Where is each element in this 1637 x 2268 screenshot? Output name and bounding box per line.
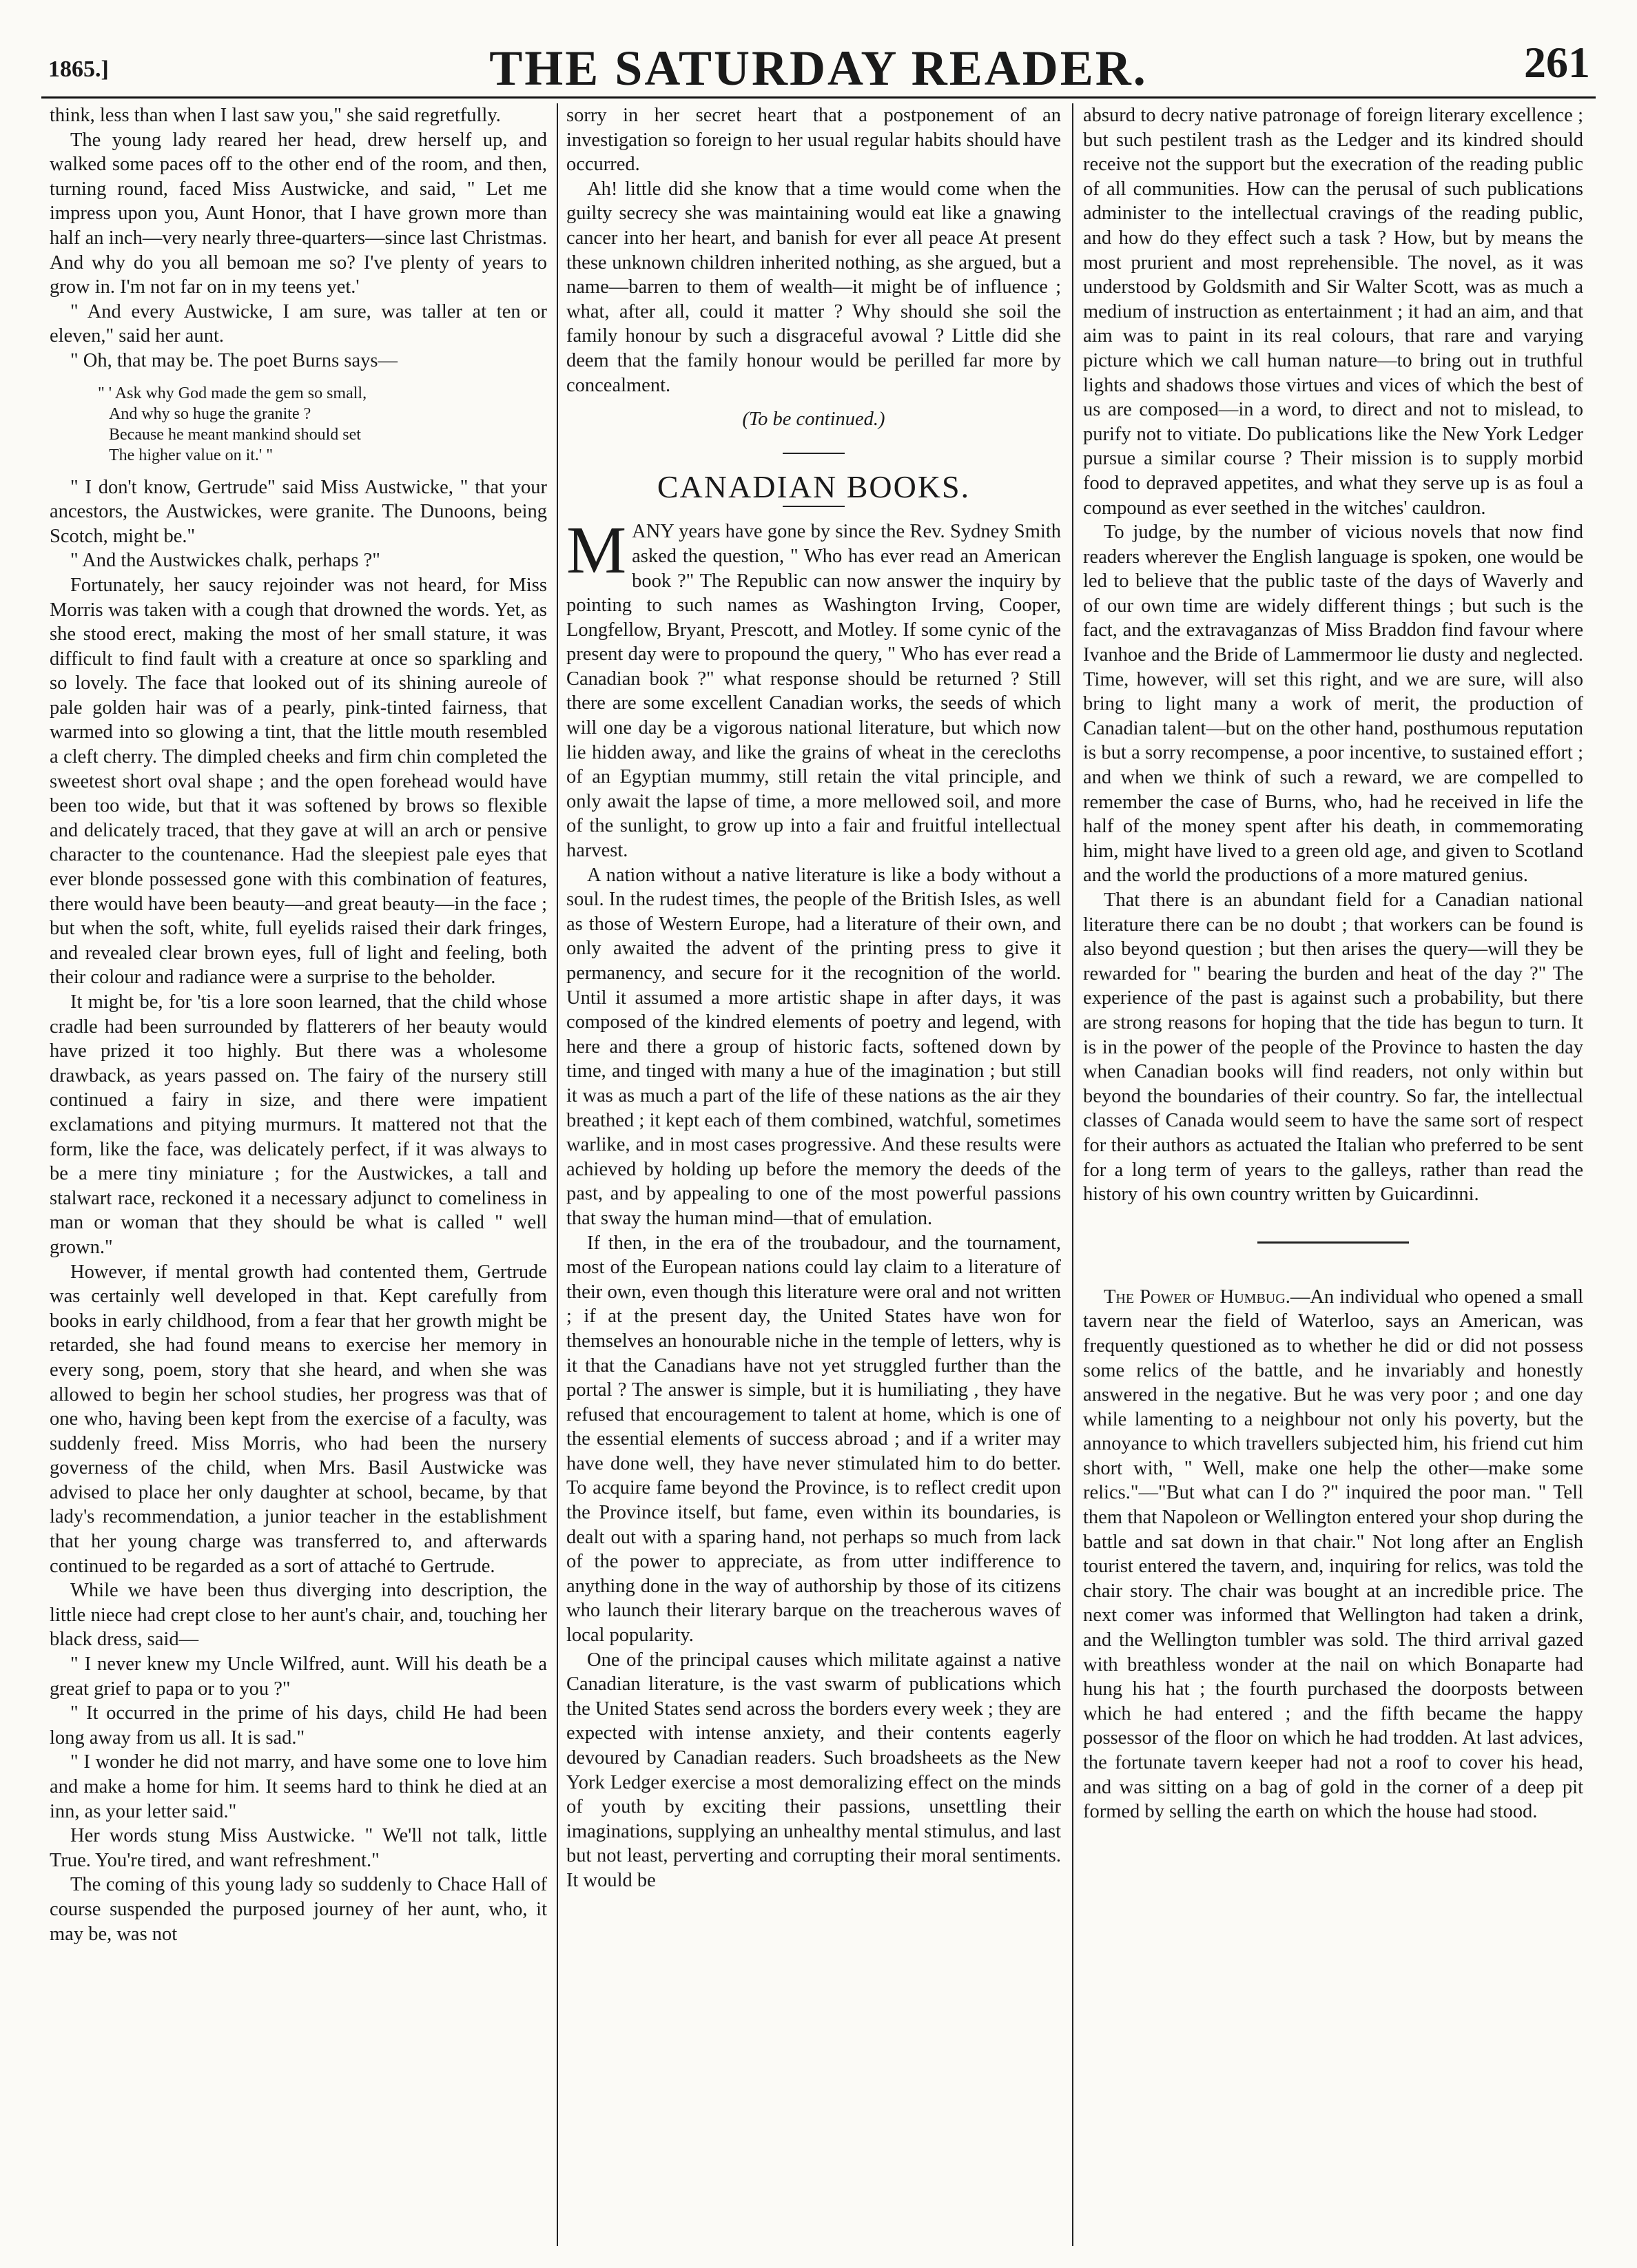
paragraph: Her words stung Miss Austwicke. " We'll not talk, little True. You're tired, and want refreshment." <box>50 1825 547 1871</box>
paragraph: " I wonder he did not marry, and have some one to love him and make a home for him. It seems hard to think he died at an inn, as your letter said." <box>50 1751 547 1822</box>
heading-underline <box>783 506 845 507</box>
verse-line: " ' Ask why God made the gem so small, <box>98 384 367 402</box>
paragraph: " I don't know, Gertrude" said Miss Austwicke, " that your ancestors, the Austwickes, were granite. The Dunoons, being Scotch, might be." <box>50 476 547 547</box>
paragraph: To judge, by the number of vicious novels that now find readers wherever the English language is spoken, one would be led to believe that the public taste of the days of Waverly and of our own time are widely different things ; but such is the fact, and the extravaganzas of Miss Braddon find favour where Ivanhoe and the Bride of Lammermoor lie dusty and neglected. Time, however, will set this right, and we are sure, will also bring to light many a work of merit, the production of Canadian talent—but on the other hand, posthumous reputation is but a sorry recompense, a poor incentive, to sustained effort ; and when we think of such a reward, we are compelled to remember the case of Burns, who, had he received in life the half of the money spent after his death, in commemorating him, might have lived to a green old age, and given to Scotland and the world the productions of a more matured genius. <box>1083 522 1583 887</box>
column-divider-2 <box>1072 103 1073 2246</box>
section-divider <box>1257 1241 1409 1244</box>
section-divider <box>783 453 845 454</box>
paragraph: That there is an abundant field for a Canadian national literature there can be no doubt ; that workers can be found is also beyond question ; but then arises the query—will they be rewarded for " bearing the burden and heat of the day ?" The experience of the past is against such a probability, but there are strong reasons for hoping that the tide has begun to turn. It is in the power of the people of the Province to hasten the day when Canadian books will find readers, not only within but beyond the boundaries of their country. So far, the intellectual classes of Canada would seem to have the same sort of respect for their authors as actuated the Italian who preferred to be sent for a long term of years to the galleys, rather than read the history of his own country written by Guicardinni. <box>1083 889 1583 1206</box>
paragraph: However, if mental growth had contented them, Gertrude was certainly well developed in that. Kept carefully from books in early childhood, from a fear that her growth might be retarded, she had found means to exercise her memory in every song, poem, story that she heard, and when she was allowed to begin her school studies, her progress was that of one who, having been kept from the exercise of a faculty, was suddenly freed. Miss Morris, who had been the nursery governess of the child, when Mrs. Basil Austwicke was advised to place her only daughter at school, became, by that lady's recommendation, a junior teacher in the establishment that her young charge was transferred to, and afterwards continued to be regarded as a sort of attaché to Gertrude. <box>50 1261 547 1577</box>
paragraph: The coming of this young lady so suddenly to Chace Hall of course suspended the purposed journey of her aunt, who, it may be, was not <box>50 1874 547 1945</box>
masthead <box>41 28 1596 99</box>
paragraph: If then, in the era of the troubadour, and the tournament, most of the European nations could lay claim to a literature of their own, even though this literature were oral and not written ; if at the present day, the United States have won for themselves an honourable niche in the temple of letters, why is it that the Canadians have not yet struggled further than the portal ? The answer is simple, but it is humiliating , they have refused that encouragement to talent at home, which is one of the essential elements of success abroad ; and if a writer may have done well, they have never stimulated him to do better. To acquire fame beyond the Province, is to reflect credit upon the Province itself, but fame, even within its boundaries, is dealt out with a sparing hand, not perhaps so much from lack of the power to appreciate, as from utter indifference to anything done in the way of authorship by those of its citizens who launch their literary barque on the treacherous waves of local popularity. <box>566 1232 1061 1647</box>
paragraph: sorry in her secret heart that a postponement of an investigation so foreign to her usual regular habits should have occurred. <box>566 105 1061 176</box>
paragraph: " It occurred in the prime of his days, child He had been long away from us all. It is sad." <box>50 1702 547 1749</box>
column-1 <box>50 103 547 2246</box>
verse-quote <box>98 383 547 466</box>
paragraph: think, less than when I last saw you," she said regretfully. <box>50 105 501 126</box>
paragraph: It might be, for 'tis a lore soon learned, that the child whose cradle had been surrounded by flatterers of her beauty would have prized it too highly. But there was a wholesome drawback, as years passed on. The fairy of the nursery still continued a fairy in size, and there were impatient exclamations and pitying murmurs. It mattered not that the form, like the face, was delicately perfect, if it was always to be a mere tiny miniature ; for the Austwickes, a tall and stalwart race, reckoned it a necessary adjunct to comeliness in man or woman that they should be what is called " well grown." <box>50 991 547 1258</box>
paragraph: A nation without a native literature is like a body without a soul. In the rudest times, the people of the British Isles, as well as those of Western Europe, had a literature of their own, and only awaited the advent of the printing press to give it permanency, and secure for it the recognition of the world. Until it assumed a more artistic shape in after days, it was composed of the kindred elements of poetry and legend, with here and there a group of historic facts, softened down by time, and tinged with many a hue of the imagination ; but still it was as much a part of the life of these nations as the air they breathed ; it kept each of them combined, watchful, sometimes warlike, and in most cases progressive. And these results were achieved by holding up before the memory the deeds of the past, and by appealing to one of the most powerful passions that sway the human mind—that of emulation. <box>566 864 1061 1229</box>
issue-year: 1865.] <box>48 56 109 82</box>
to-be-continued-note: (To be continued.) <box>742 409 885 431</box>
article-heading: CANADIAN BOOKS. <box>657 468 971 504</box>
paragraph-text: ANY years have gone by since the Rev. Sydney Smith asked the question, " Who has ever read an American book ?" The Republic can now answer the inquiry by pointing to such names as Washington Irving, Cooper, Longfellow, Bryant, Prescott, and Motley. If some cynic of the present day were to propound the query, " Who has ever read a Canadian book ?" what response should be returned ? Still there are some excellent Canadian works, the seeds of which will one day be a vigorous national literature, but which now lie hidden away, and like the grains of wheat in the cerecloths of an Egyptian mummy, still retain the vital principle, and only await the lapse of time, a more mellowed soil, and more of the sunlight, to grow up into a fair and fruitful intellectual harvest. <box>566 521 1061 862</box>
column-divider-1 <box>557 103 558 2246</box>
paragraph: Fortunately, her saucy rejoinder was not heard, for Miss Morris was taken with a cough that drowned the words. Yet, as she stood erect, making the most of her small stature, it was difficult to find fault with a creature at once so sparkling and so lovely. The face that looked out of its shining aureole of pale golden hair was of a pearly, pink-tinted fairness, that warmed into so glowing a tint, that the little mouth resembled a cleft cherry. The dimpled cheeks and firm chin completed the sweetest short oval shape ; and the open forehead would have been too wide, but that it was softened by brows so flexible and delicately traced, that they gave at will an arch or pensive character to the countenance. Had the sleepiest pale eyes that ever blonde possessed gone with this combination of features, there would have been beauty—and great beauty—in the face ; but when the soft, white, full eyelids raised their dark fringes, and revealed clear brown eyes, full of light and feeling, both their colour and radiance were a surprise to the beholder. <box>50 574 547 989</box>
paragraph: " And every Austwicke, I am sure, was taller at ten or eleven," said her aunt. <box>50 300 547 347</box>
paragraph: One of the principal causes which militate against a native Canadian literature, is the vast swarm of publications which the United States send across the borders every week ; they are expected with intense anxiety, and their contents eagerly devoured by Canadian readers. Such broadsheets as the New York Ledger exercise a most demoralizing effect on the minds of youth by exciting their passions, unsettling their imaginations, supplying an unhealthy mental stimulus, and last but not least, perverting and corrupting their moral sentiments. It would be <box>566 1649 1061 1891</box>
paragraph <box>566 513 1061 863</box>
paragraph-text: —An individual who opened a small tavern near the field of Waterloo, says an American, was frequently questioned as to whether he did or did not possess some relics of the battle, and he invariably and honestly answered in the negative. But he was very poor ; and one day while lamenting to a neighbour not only his poverty, but the annoyance to which travellers subjected him, his friend cut him short with, " Well, make one help the other—make some relics."—"But what can I do ?" inquired the poor man. " Tell them that Napoleon or Wellington entered your shop during the battle and sat down in that chair." Not long after an English tourist entered the tavern, and, inquiring for relics, was told the chair story. The chair was bought at an incredible price. The next comer was informed that Wellington had taken a drink, and the Wellington tumbler was sold. The third arrival gazed with breathless wonder at the nail on which Bonaparte had hung his hat ; the fourth purchased the doorposts between which he had entered ; and the fifth became the happy possessor of the floor on which he had trodden. At last advices, the fortunate tavern keeper had not a roof to cover his head, and was sitting on a bag of gold in the corner of a deep pit formed by selling the earth on which the house had stood. <box>1083 1286 1583 1823</box>
paragraph <box>1083 1285 1583 1824</box>
publication-title: THE SATURDAY READER. <box>489 41 1148 96</box>
paragraph: While we have been thus diverging into description, the little niece had crept close to her aunt's chair, and, touching her black dress, said— <box>50 1580 547 1651</box>
paragraph: absurd to decry native patronage of foreign literary excellence ; but such pestilent trash as the Ledger and its kindred should receive not the support but the execration of the reading public of all communities. How can the perusal of such publications administer to the intellectual cravings of the reading public, and how do they effect such a task ? How, but by means the most prurient and most reprehensible. The novel, as it was understood by Goldsmith and Sir Walter Scott, was as much a medium of instruction as entertainment ; it had an aim, and that aim was to paint in its real colours, that rare and varying picture which we call human nature—to bring out in truthful lights and shadows those virtues and vices of which the best of us are composed—in a word, to direct and not to mislead, to purify not to vitiate. Do publications like the New York Ledger pursue a similar course ? Their mission is to supply morbid food to depraved appetites, and what they serve up is as foul a compound as ever seethed in the witches' cauldron. <box>1083 105 1583 519</box>
page-number: 261 <box>1524 38 1590 87</box>
verse-line: And why so huge the granite ? <box>109 404 311 423</box>
paragraph: Ah! little did she know that a time would come when the guilty secrecy she was maintaining would eat like a gnawing cancer into her heart, and banish for ever all peace At present these unknown children inherited nothing, as she argued, but a name—barren to them of wealth—it might be of influence ; what, after all, could it matter ? Why should she soil the family honour by such a disgraceful avowal ? Little did she deem that the family honour would be perilled far more by concealment. <box>566 178 1061 396</box>
column-2 <box>566 103 1061 2246</box>
item-title: The Power of Humbug. <box>1104 1286 1290 1308</box>
verse-line: Because he meant mankind should set <box>109 425 361 444</box>
verse-line: The higher value on it.' " <box>109 446 274 464</box>
drop-cap: M <box>566 513 627 588</box>
paragraph: " And the Austwickes chalk, perhaps ?" <box>70 550 380 572</box>
paragraph: The young lady reared her head, drew herself up, and walked some paces off to the other end of the room, and then, turning round, faced Miss Austwicke, and said, " Let me impress upon you, Aunt Honor, that I have grown more than half an inch—very nearly three-quarters—since last Christmas. And why do you all bemoan me so? I've plenty of years to grow in. I'm not far on in my teens yet.' <box>50 129 547 298</box>
column-3 <box>1083 103 1583 2246</box>
paragraph: " Oh, that may be. The poet Burns says— <box>70 349 398 371</box>
paragraph: " I never knew my Uncle Wilfred, aunt. Will his death be a great grief to papa or to you ?" <box>50 1653 547 1700</box>
